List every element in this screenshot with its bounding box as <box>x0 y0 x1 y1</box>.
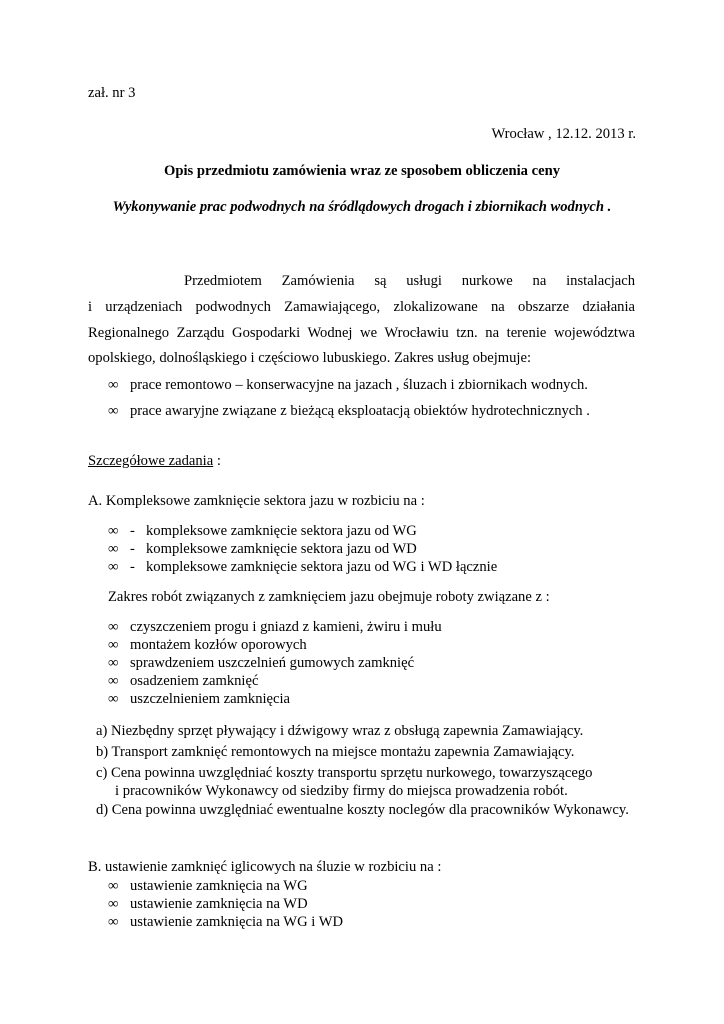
infinity-bullet-icon: ∞ <box>108 403 119 419</box>
condition-a: a) Niezbędny sprzęt pływający i dźwigowy wraz z obsługą zapewnia Zamawiający. <box>96 723 584 739</box>
condition-c-cont: i pracowników Wykonawcy od siedziby firmy do miejsca prowadzenia robót. <box>115 783 568 799</box>
condition-c: c) Cena powinna uwzględniać koszty transportu sprzętu nurkowego, towarzyszącego <box>96 765 593 781</box>
document-subtitle: Wykonywanie prac podwodnych na śródlądowych drogach i zbiornikach wodnych . <box>112 199 612 215</box>
infinity-bullet-icon: ∞ <box>108 559 119 575</box>
section-a-item-1: ∞ - kompleksowe zamknięcie sektora jazu od WG <box>108 523 417 539</box>
intro-line-3: Regionalnego Zarządu Gospodarki Wodnej we Wrocławiu tzn. na terenie województwa <box>88 325 635 341</box>
scope-item-1: ∞ prace remontowo – konserwacyjne na jazach , śluzach i zbiornikach wodnych. <box>108 377 588 393</box>
infinity-bullet-icon: ∞ <box>108 655 119 671</box>
section-b-item-1: ∞ ustawienie zamknięcia na WG <box>108 878 308 894</box>
works-item-5: ∞ uszczelnieniem zamknięcia <box>108 691 291 707</box>
intro-line-1: Przedmiotem Zamówienia są usługi nurkowe na instalacjach <box>184 273 635 289</box>
infinity-bullet-icon: ∞ <box>108 896 119 912</box>
infinity-bullet-icon: ∞ <box>108 377 119 393</box>
scope-item-2: ∞ prace awaryjne związane z bieżącą eksploatacją obiektów hydrotechnicznych . <box>108 403 590 419</box>
infinity-bullet-icon: ∞ <box>108 523 119 539</box>
condition-d: d) Cena powinna uwzględniać ewentualne koszty noclegów dla pracowników Wykonawcy. <box>96 802 629 818</box>
works-item-1: ∞ czyszczeniem progu i gniazd z kamieni, żwiru i mułu <box>108 619 442 635</box>
section-a-item-2: ∞ - kompleksowe zamknięcie sektora jazu od WD <box>108 541 417 557</box>
infinity-bullet-icon: ∞ <box>108 691 119 707</box>
intro-line-4: opolskiego, dolnośląskiego i częściowo lubuskiego. Zakres usług obejmuje: <box>88 350 532 366</box>
infinity-bullet-icon: ∞ <box>108 673 119 689</box>
section-b-item-2: ∞ ustawienie zamknięcia na WD <box>108 896 308 912</box>
attachment-number: zał. nr 3 <box>88 85 136 101</box>
works-item-4: ∞ osadzeniem zamknięć <box>108 673 259 689</box>
infinity-bullet-icon: ∞ <box>108 637 119 653</box>
section-b-item-3: ∞ ustawienie zamknięcia na WG i WD <box>108 914 344 930</box>
section-a-item-3: ∞ - kompleksowe zamknięcie sektora jazu od WG i WD łącznie <box>108 559 498 575</box>
infinity-bullet-icon: ∞ <box>108 914 119 930</box>
infinity-bullet-icon: ∞ <box>108 878 119 894</box>
condition-b: b) Transport zamknięć remontowych na miejsce montażu zapewnia Zamawiający. <box>96 744 575 760</box>
infinity-bullet-icon: ∞ <box>108 619 119 635</box>
works-scope-text: Zakres robót związanych z zamknięciem jazu obejmuje roboty związane z : <box>108 589 550 605</box>
place-date: Wrocław , 12.12. 2013 r. <box>491 126 636 142</box>
works-item-2: ∞ montażem kozłów oporowych <box>108 637 307 653</box>
intro-line-2: i urządzeniach podwodnych Zamawiającego, zlokalizowane na obszarze działania <box>88 299 635 315</box>
section-a-heading: A. Kompleksowe zamknięcie sektora jazu w rozbiciu na : <box>88 493 425 509</box>
works-item-3: ∞ sprawdzeniem uszczelnień gumowych zamknięć <box>108 655 415 671</box>
detailed-tasks-heading: Szczegółowe zadania : <box>88 453 221 469</box>
document-title: Opis przedmiotu zamówienia wraz ze sposobem obliczenia ceny <box>163 163 560 179</box>
infinity-bullet-icon: ∞ <box>108 541 119 557</box>
section-b-heading: B. ustawienie zamknięć iglicowych na śluzie w rozbiciu na : <box>88 859 442 875</box>
